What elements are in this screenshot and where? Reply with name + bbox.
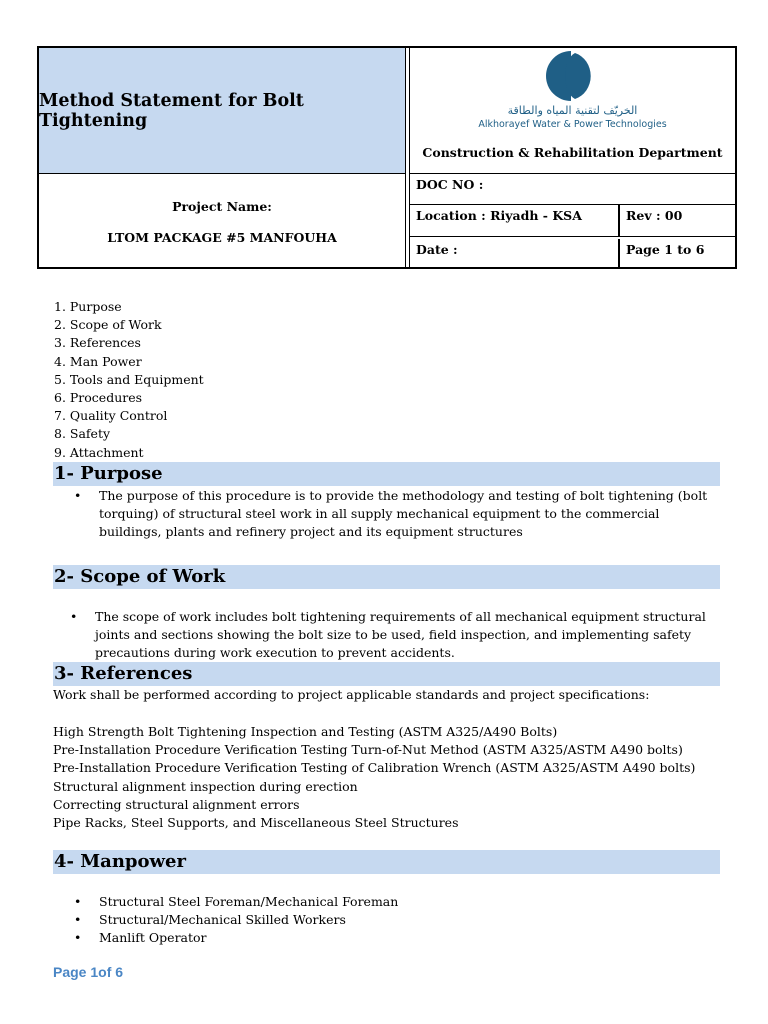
- purpose-text: The purpose of this procedure is to provide the methodology and testing of bolt tightening (bolt torquing) of structural steel work in all supply mechanical equipment to the commercial buildings, plants and refinery project and its equipment structures: [99, 488, 708, 540]
- project-cell: [39, 174, 405, 269]
- title-cell: [39, 48, 405, 174]
- toc-item: 7. Quality Control: [54, 408, 168, 424]
- company-cell: [410, 48, 735, 174]
- doc-no-cell: [410, 174, 489, 204]
- date-cell: [410, 239, 618, 267]
- list-item: [69, 911, 719, 929]
- references-intro: Work shall be performed according to project applicable standards and project specifications:: [53, 687, 650, 702]
- revision-cell: [618, 205, 735, 236]
- bullet-dot-icon: •: [70, 609, 78, 624]
- doc-no-label: DOC NO :: [416, 177, 484, 192]
- bullet-dot-icon: •: [74, 894, 82, 909]
- project-name-value: LTOM PACKAGE #5 MANFOUHA: [107, 229, 337, 245]
- page-range-text: Page 1 to 6: [626, 242, 705, 257]
- toc-item: 4. Man Power: [54, 353, 142, 369]
- list-item: [69, 487, 719, 542]
- location-cell: [410, 205, 618, 236]
- manpower-item: Structural Steel Foreman/Mechanical Foreman: [99, 894, 399, 909]
- bullet-dot-icon: •: [74, 488, 82, 503]
- scope-text: The scope of work includes bolt tightening requirements of all mechanical equipment structural joints and sections showing the bolt size to be used, field inspection, and implementing safety precautions during work execution to prevent accidents.: [95, 609, 706, 661]
- section-heading-manpower: 4- Manpower: [53, 850, 720, 874]
- alkhorayef-logo-icon: [544, 50, 602, 102]
- date-row: [410, 237, 735, 267]
- toc-item: 1. Purpose: [54, 299, 122, 314]
- reference-item: High Strength Bolt Tightening Inspection and Testing (ASTM A325/A490 Bolts): [53, 724, 558, 739]
- company-name-arabic: الخريّف لتقنية المياه والطاقة: [507, 104, 638, 117]
- manpower-item: Structural/Mechanical Skilled Workers: [99, 912, 346, 928]
- page-footer: Page 1of 6: [53, 964, 124, 980]
- doc-no-row: [410, 174, 735, 205]
- table-of-contents: [54, 298, 204, 462]
- date-label: Date :: [416, 242, 458, 257]
- project-name-label: Project Name:: [172, 198, 272, 214]
- manpower-list: [69, 893, 719, 948]
- document-title: Method Statement for Bolt Tightening: [39, 90, 304, 131]
- toc-item: 5. Tools and Equipment: [54, 371, 204, 387]
- purpose-list: [69, 487, 719, 542]
- section-heading-references: 3- References: [53, 662, 720, 686]
- toc-item: 6. Procedures: [54, 390, 143, 406]
- section-heading-purpose: 1- Purpose: [53, 462, 720, 486]
- toc-item: 9. Attachment: [54, 444, 144, 460]
- toc-item: 3. References: [54, 335, 141, 351]
- toc-item: 8. Safety: [54, 426, 111, 442]
- department-name: Construction & Rehabilitation Department: [422, 145, 723, 160]
- scope-list: [65, 608, 720, 663]
- document-header-table: [37, 46, 737, 269]
- page-range-cell: [618, 239, 735, 267]
- manpower-item: Manlift Operator: [99, 930, 207, 946]
- reference-item: Structural alignment inspection during erection: [53, 778, 358, 794]
- section-heading-scope: 2- Scope of Work: [53, 565, 720, 589]
- reference-item: Pre-Installation Procedure Verification Testing Turn-of-Nut Method (ASTM A325/ASTM A490 bolts): [53, 742, 683, 758]
- bullet-dot-icon: •: [74, 912, 82, 928]
- reference-item: Pre-Installation Procedure Verification Testing of Calibration Wrench (ASTM A325/ASTM A490 bolts): [53, 760, 696, 776]
- reference-item: Pipe Racks, Steel Supports, and Miscellaneous Steel Structures: [53, 815, 459, 831]
- bullet-dot-icon: •: [74, 930, 82, 946]
- company-name-english: Alkhorayef Water & Power Technologies: [478, 119, 667, 130]
- toc-item: 2. Scope of Work: [54, 317, 162, 333]
- list-item: [65, 608, 720, 663]
- reference-item: Correcting structural alignment errors: [53, 796, 300, 812]
- revision-text: Rev : 00: [626, 208, 683, 223]
- list-item: [69, 929, 719, 947]
- location-row: [410, 205, 735, 237]
- location-text: Location : Riyadh - KSA: [416, 208, 582, 223]
- list-item: [69, 893, 719, 911]
- references-list: [53, 723, 695, 832]
